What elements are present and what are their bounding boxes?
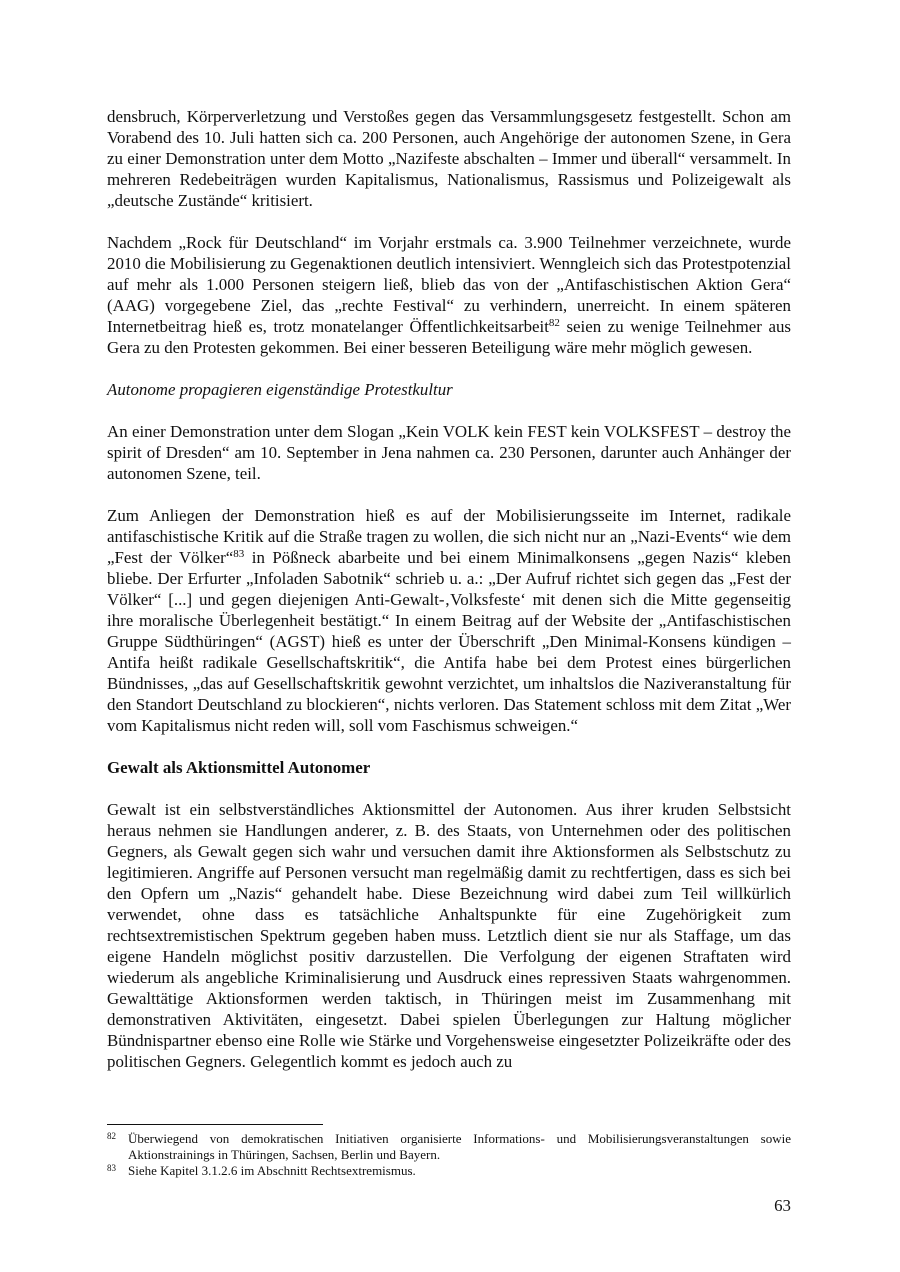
body-text: [107, 106, 791, 1072]
paragraph-gewalt: Gewalt ist ein selbstverständliches Aktionsmittel der Autonomen. Aus ihrer kruden Selbstsicht heraus nehmen sie Handlungen anderer, z. B. des Staats, von Unternehmen oder des politischen Gegners, als Gewalt gegen sich wahr und versuchen damit ihre Aktionsformen als Selbstschutz zu legitimieren. Angriffe auf Personen versucht man regelmäßig damit zu rechtfertigen, dass es sich bei den Opfern um „Nazis“ gehandelt habe. Diese Bezeichnung wird dabei zum Teil willkürlich verwendet, ohne dass es tatsächliche Anhaltspunkte für eine Zugehörigkeit zum rechtsextremistischen Spektrum gegeben haben muss. Letztlich dient sie nur als Staffage, um das eigene Handeln möglichst positiv darzustellen. Die Verfolgung der eigenen Straftaten wird wiederum als angebliche Kriminalisierung und Ausdruck eines repressiven Staats wahrgenommen. Gewalttätige Aktionsformen werden taktisch, in Thüringen meist im Zusammenhang mit demonstrativen Aktivitäten, eingesetzt. Dabei spielen Überlegungen zur Haltung möglicher Bündnispartner ebenso eine Rolle wie Stärke und Vorgehensweise eingesetzter Polizeikräfte oder des politischen Gegners. Gelegentlich kommt es jedoch auch zu: [107, 800, 791, 1071]
paragraph-text: Zum Anliegen der Demonstration hieß es auf der Mobilisierungsseite im Internet, radikale antifaschistische Kritik auf die Straße tragen zu wollen, die sich nicht nur an „Nazi-Events“ wie dem „Fest der Völker“: [107, 506, 791, 567]
section-subheading: Autonome propagieren eigenständige Protestkultur: [107, 380, 453, 399]
footnote-text: Überwiegend von demokratischen Initiativen organisierte Informations- und Mobilisierungsveranstaltungen sowie Aktionstrainings in Thüringen, Sachsen, Berlin und Bayern.: [128, 1131, 791, 1162]
paragraph-rock-fuer-deutschland: [107, 232, 791, 358]
section-heading: Gewalt als Aktionsmittel Autonomer: [107, 758, 371, 777]
footnote-text: Siehe Kapitel 3.1.2.6 im Abschnitt Rechtsextremismus.: [128, 1163, 416, 1178]
footnote-reference-82[interactable]: 82: [548, 317, 560, 329]
paragraph-text: seien zu wenige Teilnehmer aus Gera zu den Protesten gekommen. Bei einer besseren Beteiligung wäre mehr möglich gewesen.: [107, 317, 791, 357]
paragraph-text: in Pößneck abarbeite und bei einem Minimalkonsens „gegen Nazis“ kleben bliebe. Der Erfurter „Infoladen Sabotnik“ schrieb u. a.: „Der Aufruf richtet sich gegen das „Fest der Völker“ [...] und gegen diejenigen Anti-Gewalt-‚Volksfeste‘ mit denen sich die Mitte gegenseitig ihre moralische Überlegenheit bestätigt.“ In einem Beitrag auf der Website der „Antifaschistischen Gruppe Südthüringen“ (AGST) hieß es unter der Überschrift „Den Minimal-Konsens kündigen – Antifa heißt radikale Gesellschaftskritik“, die Antifa habe bei dem Protest eines bürgerlichen Bündnisses, „das auf Gesellschaftskritik gewohnt verzichtet, um inhaltslos die Naziveranstaltung für den Standort Deutschland zu blockieren“, nichts verloren. Das Statement schloss mit dem Zitat „Wer vom Kapitalismus nicht reden will, soll vom Faschismus schweigen.“: [107, 548, 791, 735]
footnote-divider: [107, 1124, 323, 1125]
footnote-83: [107, 1163, 791, 1179]
footnote-reference-83[interactable]: 83: [233, 548, 245, 560]
footnote-number: 83: [107, 1163, 116, 1173]
footnote-number: 82: [107, 1131, 116, 1141]
paragraph-jena-demonstration: An einer Demonstration unter dem Slogan „Kein VOLK kein FEST kein VOLKSFEST – destroy the spirit of Dresden“ am 10. September in Jena nahmen ca. 230 Personen, darunter auch Anhänger der autonomen Szene, teil.: [107, 422, 791, 483]
footnote-82: [107, 1131, 791, 1163]
page-number: 63: [774, 1196, 791, 1215]
paragraph-mobilisierung: [107, 505, 791, 736]
paragraph-text: Nachdem „Rock für Deutschland“ im Vorjahr erstmals ca. 3.900 Teilnehmer verzeichnete, wurde 2010 die Mobilisierung zu Gegenaktionen deutlich intensiviert. Wenngleich sich das Protestpotenzial auf mehr als 1.000 Personen steigern ließ, blieb das von der „Antifaschistischen Aktion Gera“ (AAG) vorgegebene Ziel, das „rechte Festival“ zu verhindern, unerreicht. In einem späteren Internetbeitrag hieß es, trotz monatelanger Öffentlichkeitsarbeit: [107, 233, 791, 336]
paragraph-gera-demonstration: densbruch, Körperverletzung und Verstoßes gegen das Versammlungsgesetz festgestellt. Schon am Vorabend des 10. Juli hatten sich ca. 200 Personen, auch Angehörige der autonomen Szene, in Gera zu einer Demonstration unter dem Motto „Nazifeste abschalten – Immer und überall“ versammelt. In mehreren Redebeiträgen wurden Kapitalismus, Nationalismus, Rassismus und Polizeigewalt als „deutsche Zustände“ kritisiert.: [107, 107, 791, 210]
footnotes: [107, 1131, 791, 1179]
